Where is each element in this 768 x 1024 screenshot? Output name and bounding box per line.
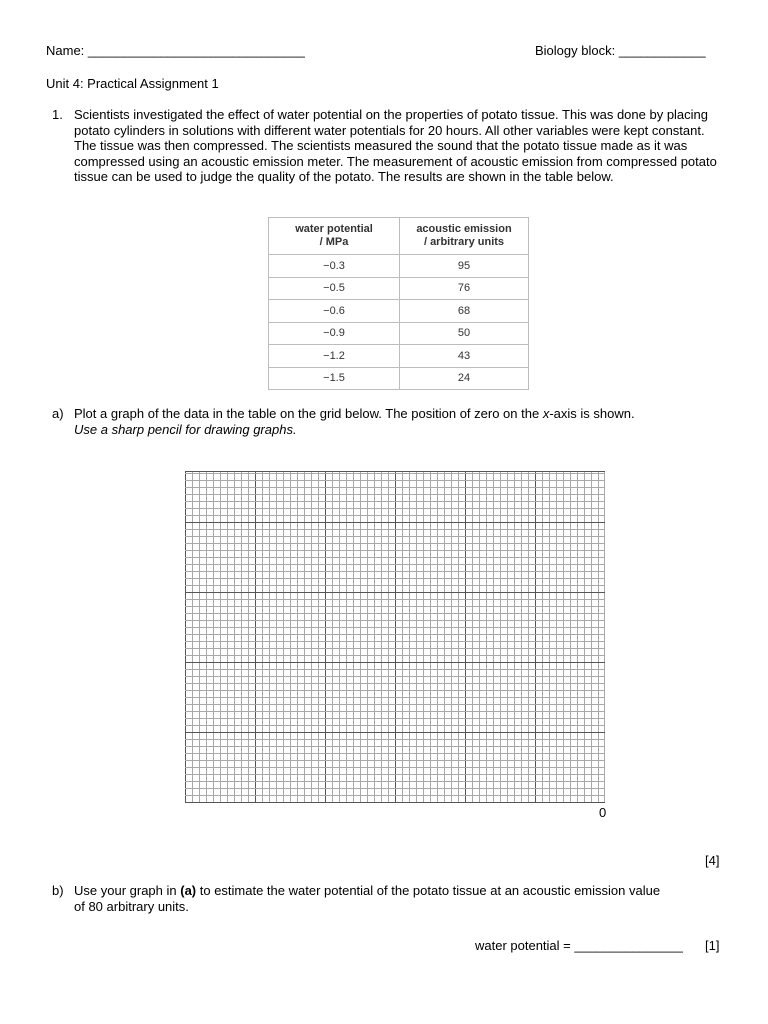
table-cell: 95 bbox=[400, 255, 529, 278]
table-row bbox=[269, 322, 529, 345]
water-potential-answer-line[interactable]: water potential = _______________ bbox=[475, 938, 683, 953]
column-header-acoustic-emission: acoustic emission / arbitrary units bbox=[400, 218, 529, 255]
name-field-label: Name: ______________________________ bbox=[46, 43, 305, 58]
table-cell: 24 bbox=[400, 367, 529, 390]
table-cell: −1.2 bbox=[269, 345, 400, 368]
table-cell: 68 bbox=[400, 300, 529, 323]
table-cell: −0.9 bbox=[269, 322, 400, 345]
part-a-label: a) bbox=[52, 406, 64, 421]
graph-paper[interactable] bbox=[185, 471, 605, 803]
table-row bbox=[269, 277, 529, 300]
table-cell: 43 bbox=[400, 345, 529, 368]
part-b-text: Use your graph in (a) to estimate the water potential of the potato tissue at an acoustic emission value bbox=[74, 883, 661, 898]
part-a-text: Plot a graph of the data in the table on the grid below. The position of zero on the x-axis is shown. bbox=[74, 406, 635, 421]
part-a-marks: [4] bbox=[705, 853, 720, 868]
table-row bbox=[269, 367, 529, 390]
table-cell: −0.3 bbox=[269, 255, 400, 278]
part-b-marks: [1] bbox=[705, 938, 720, 953]
table-row bbox=[269, 255, 529, 278]
unit-title: Unit 4: Practical Assignment 1 bbox=[46, 76, 219, 91]
table-cell: −0.5 bbox=[269, 277, 400, 300]
table-header-row bbox=[269, 218, 529, 255]
table-row bbox=[269, 300, 529, 323]
part-b-text-line2: of 80 arbitrary units. bbox=[74, 899, 189, 914]
column-header-water-potential: water potential / MPa bbox=[269, 218, 400, 255]
table-cell: 50 bbox=[400, 322, 529, 345]
x-axis-zero-label: 0 bbox=[599, 805, 607, 820]
graph-grid[interactable] bbox=[185, 471, 605, 806]
question-number: 1. bbox=[52, 107, 63, 122]
part-b-label: b) bbox=[52, 883, 64, 898]
results-table bbox=[268, 217, 529, 390]
table-cell: −0.6 bbox=[269, 300, 400, 323]
part-a-instruction: Use a sharp pencil for drawing graphs. bbox=[74, 422, 297, 437]
table-cell: 76 bbox=[400, 277, 529, 300]
table-row bbox=[269, 345, 529, 368]
biology-block-label: Biology block: ____________ bbox=[535, 43, 706, 58]
table-cell: −1.5 bbox=[269, 367, 400, 390]
question-text: Scientists investigated the effect of water potential on the properties of potato tissue. This was done by placing potato cylinders in solutions with different water potentials for 20 hours. All other variables were kept constant. The tissue was then compressed. The scientists measured the sound that the potato tissue made as it was compressed using an acoustic emission meter. The measurement of acoustic emission from compressed potato tissue can be used to judge the quality of the potato. The results are shown in the table below. bbox=[74, 107, 717, 184]
